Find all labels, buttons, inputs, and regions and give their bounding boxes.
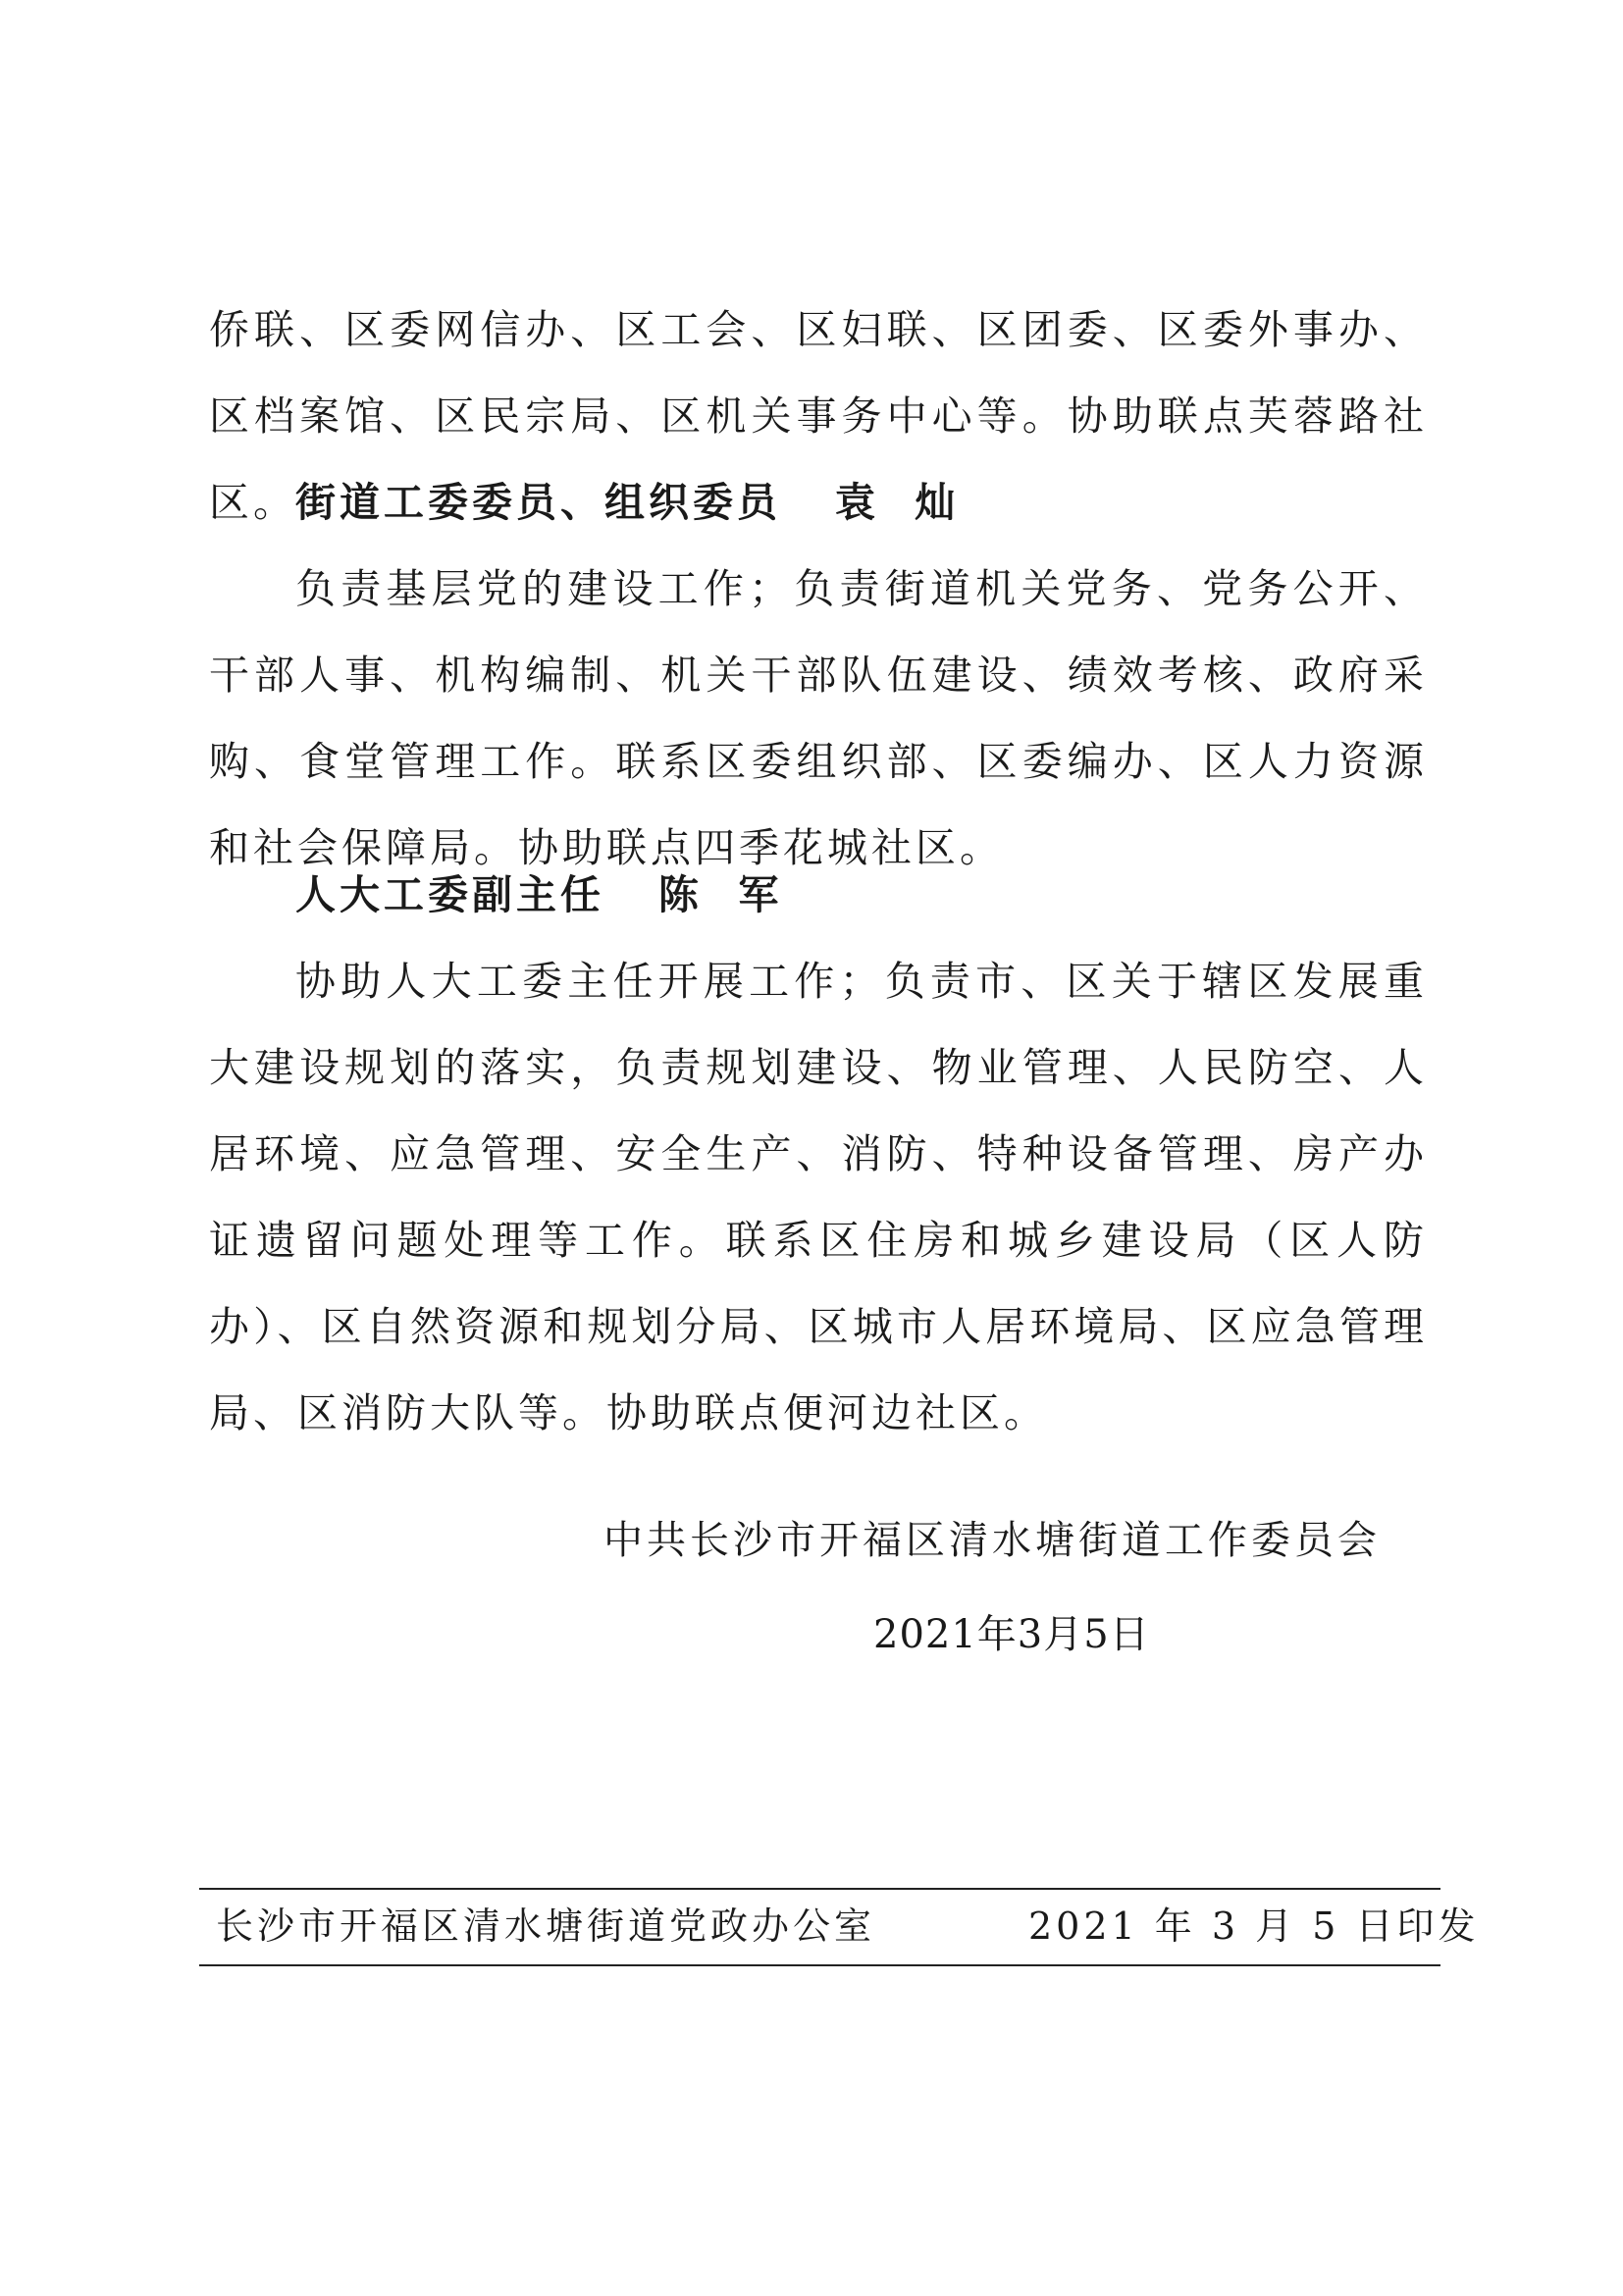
signature-date: 2021年3月5日 <box>873 1612 1150 1657</box>
signature-organization: 中共长沙市开福区清水塘街道工作委员会 <box>603 1518 1381 1563</box>
paragraph-continuation: 侨联、区委网信办、区工会、区妇联、区团委、区委外事办、区档案馆、区民宗局、区机关事务中心等。协助联点芙蓉路社区。 <box>209 306 1428 526</box>
section-heading-npc-vice-director: 人大工委副主任 陈 军 <box>295 871 783 918</box>
section-heading-organization-member: 街道工委委员、组织委员 袁 灿 <box>295 479 960 526</box>
section-body-organization-member: 负责基层党的建设工作；负责街道机关党务、党务公开、干部人事、机构编制、机关干部队伍建设、绩效考核、政府采购、食堂管理工作。联系区委组织部、区委编办、区人力资源和社会保障局。协助联点四季花城社区。 <box>209 565 1428 871</box>
footer-issuer: 长沙市开福区清水塘街道党政办公室 <box>216 1905 876 1948</box>
section-body-npc-vice-director: 协助人大工委主任开展工作；负责市、区关于辖区发展重大建设规划的落实，负责规划建设、物业管理、人民防空、人居环境、应急管理、安全生产、消防、特种设备管理、房产办证遗留问题处理等工作。联系区住房和城乡建设局（区人防办）、区自然资源和规划分局、区城市人居环境局、区应急管理局、区消防大队等。协助联点便河边社区。 <box>209 958 1428 1436</box>
footer-issue-date: 2021 年 3 月 5 日印发 <box>1028 1905 1480 1948</box>
footer-bottom-rule <box>199 1964 1440 1966</box>
footer-top-rule <box>199 1888 1440 1890</box>
